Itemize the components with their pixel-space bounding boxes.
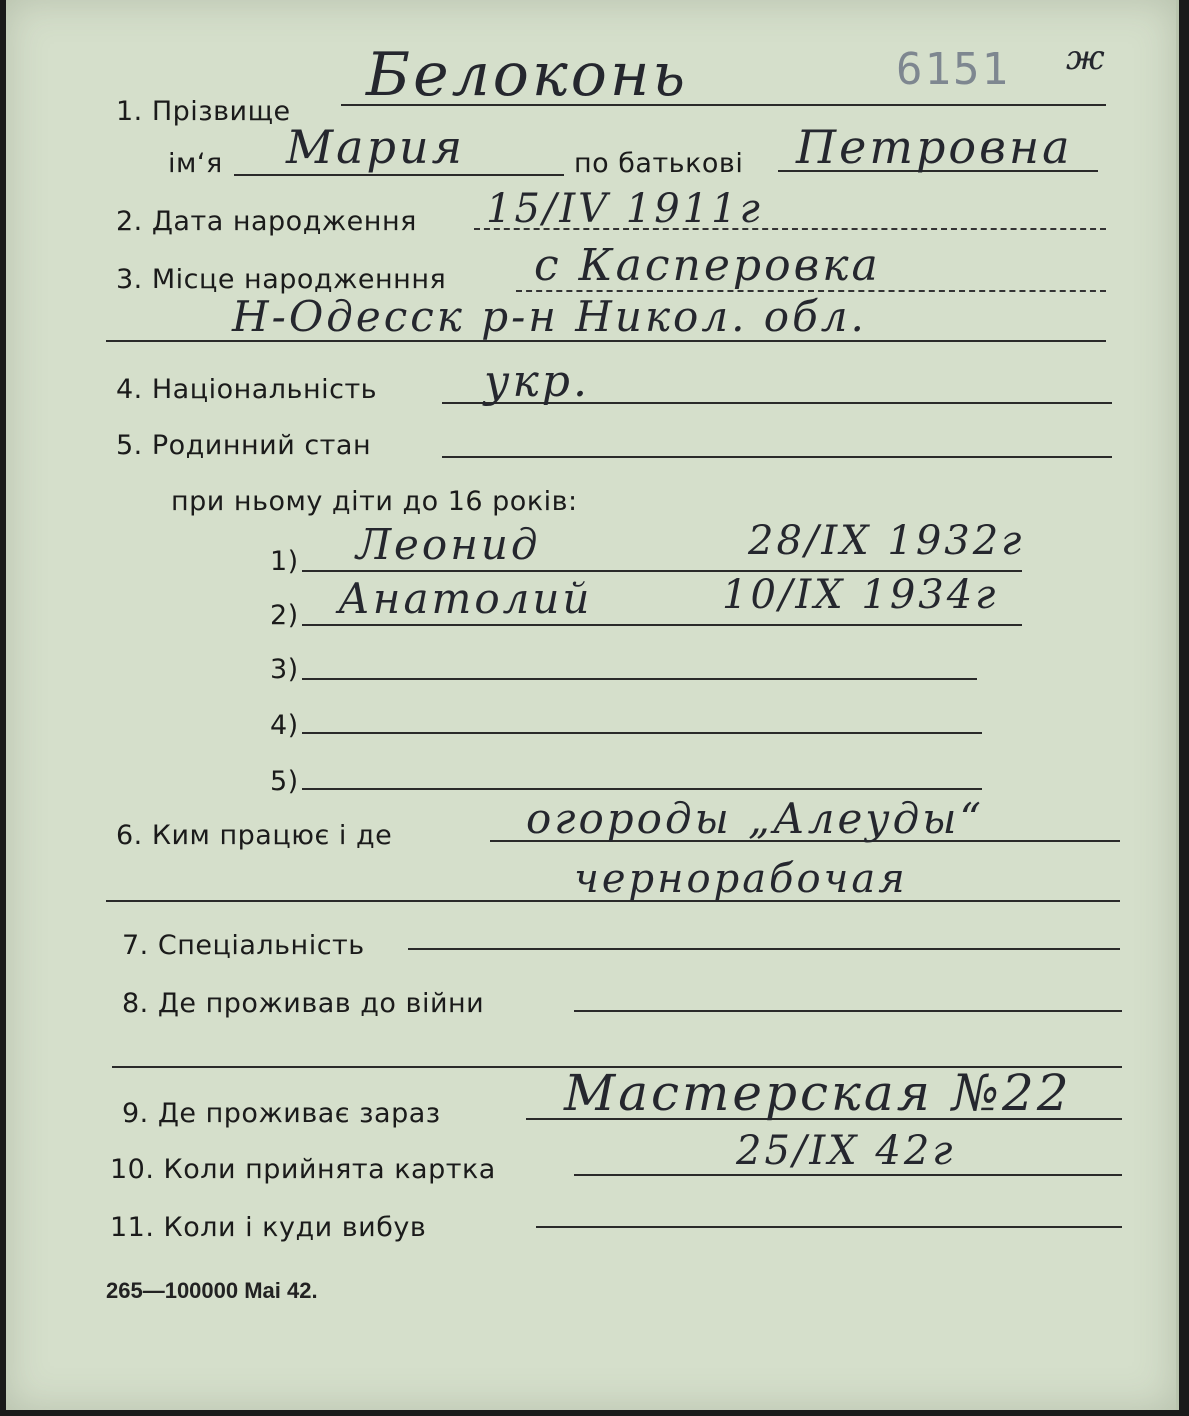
patronymic-label: по батькові xyxy=(574,148,744,179)
nationality-value: укр. xyxy=(484,356,590,407)
name-label: ім‘я xyxy=(168,148,223,179)
work-value-1: огороды „Алеуды“ xyxy=(526,794,984,843)
card-label: 10. Коли прийнята картка xyxy=(110,1154,496,1185)
print-code: 265—100000 Mai 42. xyxy=(106,1278,318,1303)
child-1-name: Леонид xyxy=(356,520,541,569)
child-1-date: 28/IX 1932г xyxy=(748,518,1025,564)
child-2-date: 10/IX 1934г xyxy=(722,572,999,618)
children-label: при ньому діти до 16 років: xyxy=(171,486,578,517)
departed-label: 11. Коли і куди вибув xyxy=(110,1212,427,1243)
birthplace-value-2: Н-Одесск р-н Никол. обл. xyxy=(232,292,867,341)
departed-line xyxy=(536,1226,1122,1228)
child-1-label: 1) xyxy=(270,546,299,577)
family-line xyxy=(442,456,1112,458)
current-label: 9. Де проживає зараз xyxy=(122,1098,441,1129)
card-number-stamp: 6151 xyxy=(896,44,1010,95)
birthdate-value: 15/IV 1911г xyxy=(486,186,763,232)
current-value: Мастерская №22 xyxy=(564,1064,1072,1122)
nationality-label: 4. Національність xyxy=(116,374,378,405)
prewar-label: 8. Де проживав до війни xyxy=(122,988,485,1019)
child-2-label: 2) xyxy=(270,600,299,631)
card-line xyxy=(574,1174,1122,1176)
card-value: 25/IX 42г xyxy=(736,1128,956,1174)
child-5-label: 5) xyxy=(270,766,299,797)
surname-value: Белоконь xyxy=(366,40,689,110)
child-3-label: 3) xyxy=(270,654,299,685)
child-5-line xyxy=(302,788,982,790)
stamp-mark: ж xyxy=(1066,38,1108,78)
birthplace-label: 3. Місце народженння xyxy=(116,264,447,295)
child-4-line xyxy=(302,732,982,734)
child-4-label: 4) xyxy=(270,710,299,741)
registration-card xyxy=(6,0,1179,1410)
birthplace-value-1: с Касперовка xyxy=(534,240,881,291)
work-value-2: чернорабочая xyxy=(574,856,908,902)
work-label: 6. Ким працює і де xyxy=(116,820,393,851)
surname-label: 1. Прізвище xyxy=(116,96,291,127)
name-value: Мария xyxy=(286,120,466,174)
specialty-label: 7. Спеціальність xyxy=(122,930,365,961)
patronymic-value: Петровна xyxy=(796,120,1073,174)
prewar-line xyxy=(574,1010,1122,1012)
specialty-line xyxy=(408,948,1120,950)
family-label: 5. Родинний стан xyxy=(116,430,372,461)
child-2-name: Анатолий xyxy=(338,574,593,623)
child-2-line xyxy=(302,624,1022,626)
birthdate-label: 2. Дата народження xyxy=(116,206,417,237)
name-line xyxy=(234,174,564,176)
child-3-line xyxy=(302,678,977,680)
